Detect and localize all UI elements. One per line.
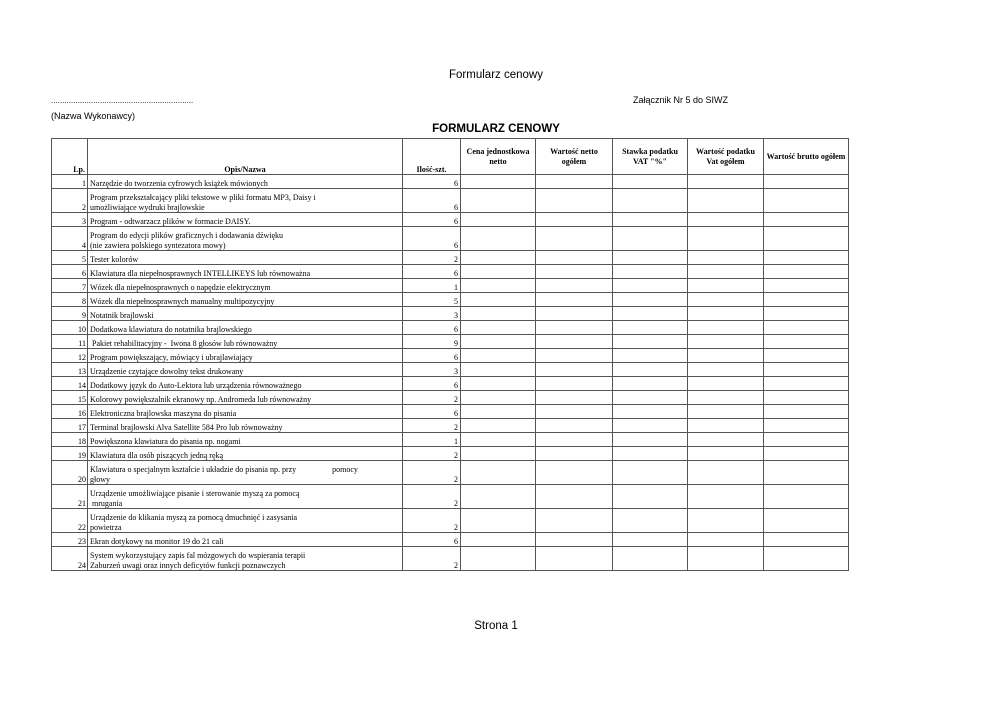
col-qty-header: Ilość-szt. (403, 139, 461, 175)
row-quantity: 6 (403, 265, 461, 279)
row-lp: 8 (52, 293, 88, 307)
row-lp: 19 (52, 447, 88, 461)
row-description (88, 251, 403, 265)
row-description (88, 547, 403, 571)
net-total-cell[interactable] (536, 433, 613, 447)
net-total-cell[interactable] (536, 321, 613, 335)
table-row (52, 419, 849, 433)
description-line: Program - odtwarzacz plików w formacie DAISY. (90, 216, 251, 226)
vat-total-cell[interactable] (688, 251, 764, 265)
unit-price-cell[interactable] (461, 419, 536, 433)
vat-rate-cell[interactable] (613, 321, 688, 335)
table-row (52, 279, 849, 293)
table-body (52, 175, 849, 571)
row-quantity: 9 (403, 335, 461, 349)
unit-price-cell[interactable] (461, 279, 536, 293)
row-lp: 23 (52, 533, 88, 547)
vat-total-cell[interactable] (688, 265, 764, 279)
net-total-cell[interactable] (536, 461, 613, 485)
table-row (52, 213, 849, 227)
table-row (52, 251, 849, 265)
net-total-cell[interactable] (536, 279, 613, 293)
vat-rate-cell[interactable] (613, 189, 688, 213)
table-header-row (52, 139, 849, 175)
row-description (88, 189, 403, 213)
description-line: Ekran dotykowy na monitor 19 do 21 cali (90, 536, 224, 546)
col-gross-total-header: Wartość brutto ogółem (764, 139, 849, 175)
table-row (52, 433, 849, 447)
col-vat-total-header: Wartość podatku Vat ogółem (688, 139, 764, 175)
vat-rate-cell[interactable] (613, 509, 688, 533)
unit-price-cell[interactable] (461, 377, 536, 391)
description-line: Urządzenie umożliwiające pisanie i sterowanie myszą za pomocą (90, 489, 300, 498)
net-total-cell[interactable] (536, 189, 613, 213)
page-header-title: Formularz cenowy (449, 69, 543, 81)
row-description (88, 377, 403, 391)
row-description (88, 533, 403, 547)
row-quantity: 5 (403, 293, 461, 307)
row-description (88, 213, 403, 227)
description-line: Klawiatura dla niepełnosprawnych INTELLIKEYS lub równoważna (90, 268, 311, 278)
net-total-cell[interactable] (536, 485, 613, 509)
vat-total-cell[interactable] (688, 447, 764, 461)
unit-price-cell[interactable] (461, 293, 536, 307)
row-description (88, 405, 403, 419)
gross-total-cell[interactable] (764, 265, 849, 279)
unit-price-cell[interactable] (461, 213, 536, 227)
description-line: Program przekształcający pliki tekstowe w pliki formatu MP3, Daisy i (90, 193, 316, 202)
vat-rate-cell[interactable] (613, 363, 688, 377)
row-quantity: 2 (403, 547, 461, 571)
row-quantity: 6 (403, 189, 461, 213)
unit-price-cell[interactable] (461, 349, 536, 363)
row-quantity: 1 (403, 279, 461, 293)
row-lp: 21 (52, 485, 88, 509)
unit-price-cell[interactable] (461, 461, 536, 485)
vat-rate-cell[interactable] (613, 461, 688, 485)
unit-price-cell[interactable] (461, 447, 536, 461)
table-row (52, 293, 849, 307)
gross-total-cell[interactable] (764, 293, 849, 307)
vat-total-cell[interactable] (688, 509, 764, 533)
description-line: Klawiatura dla osób piszących jedną ręką (90, 450, 224, 460)
row-lp: 14 (52, 377, 88, 391)
vat-rate-cell[interactable] (613, 391, 688, 405)
row-quantity: 2 (403, 391, 461, 405)
unit-price-cell[interactable] (461, 485, 536, 509)
vat-rate-cell[interactable] (613, 227, 688, 251)
vat-total-cell[interactable] (688, 433, 764, 447)
gross-total-cell[interactable] (764, 461, 849, 485)
gross-total-cell[interactable] (764, 321, 849, 335)
col-desc-header: Opis/Nazwa (88, 139, 403, 175)
vat-total-cell[interactable] (688, 279, 764, 293)
vat-rate-cell[interactable] (613, 349, 688, 363)
vat-rate-cell[interactable] (613, 485, 688, 509)
description-line: (nie zawiera polskiego syntezatora mowy) (90, 240, 226, 250)
row-lp: 5 (52, 251, 88, 265)
net-total-cell[interactable] (536, 227, 613, 251)
net-total-cell[interactable] (536, 349, 613, 363)
row-lp: 3 (52, 213, 88, 227)
description-line: Program powiększający, mówiący i ubrajlawiający (90, 352, 253, 362)
vat-total-cell[interactable] (688, 485, 764, 509)
gross-total-cell[interactable] (764, 307, 849, 321)
col-net-total-header: Wartość netto ogółem (536, 139, 613, 175)
row-description (88, 485, 403, 509)
vat-total-cell[interactable] (688, 461, 764, 485)
row-description (88, 419, 403, 433)
row-description (88, 433, 403, 447)
description-line: Pakiet rehabilitacyjny - Iwona 8 głosów lub równoważny (90, 338, 278, 348)
row-lp: 17 (52, 419, 88, 433)
net-total-cell[interactable] (536, 213, 613, 227)
net-total-cell[interactable] (536, 307, 613, 321)
description-line: Zaburzeń uwagi oraz innych deficytów funkcji poznawczych (90, 560, 286, 570)
row-lp: 16 (52, 405, 88, 419)
vat-rate-cell[interactable] (613, 279, 688, 293)
row-lp: 15 (52, 391, 88, 405)
net-total-cell[interactable] (536, 509, 613, 533)
row-description (88, 321, 403, 335)
vat-rate-cell[interactable] (613, 433, 688, 447)
unit-price-cell[interactable] (461, 321, 536, 335)
net-total-cell[interactable] (536, 419, 613, 433)
net-total-cell[interactable] (536, 175, 613, 189)
row-quantity: 1 (403, 433, 461, 447)
table-row (52, 363, 849, 377)
contractor-name-dots: ................................................................ (51, 96, 194, 105)
gross-total-cell[interactable] (764, 447, 849, 461)
table-row (52, 447, 849, 461)
row-description (88, 447, 403, 461)
price-table (51, 138, 849, 571)
vat-rate-cell[interactable] (613, 447, 688, 461)
row-lp: 18 (52, 433, 88, 447)
description-line: Dodatkowa klawiatura do notatnika brajlowskiego (90, 324, 252, 334)
vat-total-cell[interactable] (688, 349, 764, 363)
row-quantity: 6 (403, 213, 461, 227)
unit-price-cell[interactable] (461, 533, 536, 547)
row-description (88, 461, 403, 485)
row-description (88, 349, 403, 363)
vat-total-cell[interactable] (688, 335, 764, 349)
gross-total-cell[interactable] (764, 547, 849, 571)
row-quantity: 2 (403, 461, 461, 485)
vat-total-cell[interactable] (688, 391, 764, 405)
row-lp: 1 (52, 175, 88, 189)
row-lp: 20 (52, 461, 88, 485)
row-quantity: 2 (403, 251, 461, 265)
vat-total-cell[interactable] (688, 175, 764, 189)
net-total-cell[interactable] (536, 447, 613, 461)
form-title: FORMULARZ CENOWY (432, 123, 560, 135)
unit-price-cell[interactable] (461, 509, 536, 533)
vat-rate-cell[interactable] (613, 213, 688, 227)
row-description (88, 509, 403, 533)
vat-rate-cell[interactable] (613, 547, 688, 571)
vat-rate-cell[interactable] (613, 307, 688, 321)
table-row (52, 265, 849, 279)
row-quantity: 6 (403, 175, 461, 189)
description-line: Kolorowy powiększalnik ekranowy np. Andromeda lub równoważny (90, 394, 312, 404)
gross-total-cell[interactable] (764, 335, 849, 349)
row-quantity: 6 (403, 349, 461, 363)
net-total-cell[interactable] (536, 363, 613, 377)
row-quantity: 2 (403, 509, 461, 533)
vat-rate-cell[interactable] (613, 251, 688, 265)
description-line: System wykorzystujący zapis fal mózgowych do wspierania terapii (90, 551, 306, 560)
gross-total-cell[interactable] (764, 391, 849, 405)
unit-price-cell[interactable] (461, 335, 536, 349)
gross-total-cell[interactable] (764, 509, 849, 533)
table-row (52, 227, 849, 251)
unit-price-cell[interactable] (461, 227, 536, 251)
row-quantity: 6 (403, 405, 461, 419)
vat-total-cell[interactable] (688, 363, 764, 377)
table-row (52, 509, 849, 533)
row-lp: 22 (52, 509, 88, 533)
gross-total-cell[interactable] (764, 189, 849, 213)
net-total-cell[interactable] (536, 377, 613, 391)
row-quantity: 2 (403, 419, 461, 433)
vat-rate-cell[interactable] (613, 419, 688, 433)
unit-price-cell[interactable] (461, 189, 536, 213)
description-line: Wózek dla niepełnosprawnych o napędzie elektrycznym (90, 282, 271, 292)
unit-price-cell[interactable] (461, 363, 536, 377)
gross-total-cell[interactable] (764, 213, 849, 227)
description-line: Elektroniczna brajlowska maszyna do pisania (90, 408, 237, 418)
description-line: Urządzenie do klikania myszą za pomocą dmuchnięć i zasysania (90, 513, 298, 522)
table-row (52, 321, 849, 335)
gross-total-cell[interactable] (764, 279, 849, 293)
gross-total-cell[interactable] (764, 349, 849, 363)
vat-rate-cell[interactable] (613, 377, 688, 391)
row-description (88, 307, 403, 321)
row-lp: 9 (52, 307, 88, 321)
description-line: Dodatkowy język do Auto-Lektora lub urządzenia równoważnego (90, 380, 302, 390)
page-footer: Strona 1 (474, 620, 518, 632)
description-line: Wózek dla niepełnosprawnych manualny multipozycyjny (90, 296, 275, 306)
vat-rate-cell[interactable] (613, 175, 688, 189)
row-description (88, 293, 403, 307)
vat-rate-cell[interactable] (613, 405, 688, 419)
col-vat-rate-header: Stawka podatku VAT "%" (613, 139, 688, 175)
row-quantity: 6 (403, 377, 461, 391)
vat-total-cell[interactable] (688, 307, 764, 321)
description-line: Powiększona klawiatura do pisania np. nogami (90, 436, 241, 446)
vat-total-cell[interactable] (688, 377, 764, 391)
row-lp: 10 (52, 321, 88, 335)
vat-total-cell[interactable] (688, 321, 764, 335)
row-lp: 11 (52, 335, 88, 349)
description-line: Notatnik brajlowski (90, 310, 154, 320)
table-row (52, 405, 849, 419)
table-row (52, 349, 849, 363)
row-lp: 12 (52, 349, 88, 363)
description-line: głowy (90, 474, 110, 484)
description-line: Urządzenie czytające dowolny tekst drukowany (90, 366, 244, 376)
unit-price-cell[interactable] (461, 175, 536, 189)
description-line: Klawiatura o specjalnym kształcie i układzie do pisania np. przy pomocy (90, 465, 358, 474)
description-line: Program do edycji plików graficznych i dodawania dźwięku (90, 231, 284, 240)
vat-total-cell[interactable] (688, 533, 764, 547)
table-row (52, 175, 849, 189)
row-description (88, 227, 403, 251)
table-row (52, 189, 849, 213)
table-row (52, 391, 849, 405)
row-quantity: 2 (403, 447, 461, 461)
unit-price-cell[interactable] (461, 265, 536, 279)
row-lp: 24 (52, 547, 88, 571)
description-line: Narzędzie do tworzenia cyfrowych książek mówionych (90, 178, 268, 188)
gross-total-cell[interactable] (764, 419, 849, 433)
vat-total-cell[interactable] (688, 213, 764, 227)
description-line: mrugania (90, 498, 123, 508)
description-line: Tester kolorów (90, 254, 139, 264)
table-row (52, 377, 849, 391)
gross-total-cell[interactable] (764, 533, 849, 547)
row-description (88, 363, 403, 377)
net-total-cell[interactable] (536, 251, 613, 265)
table-row (52, 335, 849, 349)
row-quantity: 6 (403, 227, 461, 251)
gross-total-cell[interactable] (764, 433, 849, 447)
net-total-cell[interactable] (536, 405, 613, 419)
net-total-cell[interactable] (536, 547, 613, 571)
row-description (88, 265, 403, 279)
gross-total-cell[interactable] (764, 405, 849, 419)
col-unit-price-header: Cena jednostkowa netto (461, 139, 536, 175)
vat-total-cell[interactable] (688, 547, 764, 571)
net-total-cell[interactable] (536, 335, 613, 349)
table-row (52, 547, 849, 571)
gross-total-cell[interactable] (764, 485, 849, 509)
unit-price-cell[interactable] (461, 547, 536, 571)
row-lp: 4 (52, 227, 88, 251)
vat-rate-cell[interactable] (613, 533, 688, 547)
table-row (52, 307, 849, 321)
row-quantity: 2 (403, 485, 461, 509)
net-total-cell[interactable] (536, 293, 613, 307)
description-line: Terminal brajlowski Alva Satellite 584 Pro lub równoważny (90, 422, 283, 432)
unit-price-cell[interactable] (461, 433, 536, 447)
row-description (88, 335, 403, 349)
gross-total-cell[interactable] (764, 363, 849, 377)
unit-price-cell[interactable] (461, 251, 536, 265)
vat-rate-cell[interactable] (613, 265, 688, 279)
vat-total-cell[interactable] (688, 419, 764, 433)
net-total-cell[interactable] (536, 533, 613, 547)
vat-rate-cell[interactable] (613, 335, 688, 349)
gross-total-cell[interactable] (764, 227, 849, 251)
row-lp: 13 (52, 363, 88, 377)
row-lp: 6 (52, 265, 88, 279)
row-description (88, 391, 403, 405)
row-lp: 7 (52, 279, 88, 293)
vat-total-cell[interactable] (688, 189, 764, 213)
row-quantity: 3 (403, 307, 461, 321)
description-line: umożliwiające wydruki brajlowskie (90, 202, 205, 212)
vat-rate-cell[interactable] (613, 293, 688, 307)
gross-total-cell[interactable] (764, 175, 849, 189)
col-lp-header: Lp. (52, 139, 88, 175)
unit-price-cell[interactable] (461, 391, 536, 405)
gross-total-cell[interactable] (764, 377, 849, 391)
table-row (52, 461, 849, 485)
table-row (52, 533, 849, 547)
row-lp: 2 (52, 189, 88, 213)
table-row (52, 485, 849, 509)
vat-total-cell[interactable] (688, 405, 764, 419)
row-description (88, 175, 403, 189)
net-total-cell[interactable] (536, 391, 613, 405)
row-description (88, 279, 403, 293)
unit-price-cell[interactable] (461, 405, 536, 419)
net-total-cell[interactable] (536, 265, 613, 279)
vat-total-cell[interactable] (688, 293, 764, 307)
contractor-label: (Nazwa Wykonawcy) (51, 111, 135, 121)
description-line: powietrza (90, 522, 122, 532)
unit-price-cell[interactable] (461, 307, 536, 321)
vat-total-cell[interactable] (688, 227, 764, 251)
row-quantity: 3 (403, 363, 461, 377)
annex-label: Załącznik Nr 5 do SIWZ (633, 95, 729, 105)
row-quantity: 6 (403, 533, 461, 547)
gross-total-cell[interactable] (764, 251, 849, 265)
row-quantity: 6 (403, 321, 461, 335)
